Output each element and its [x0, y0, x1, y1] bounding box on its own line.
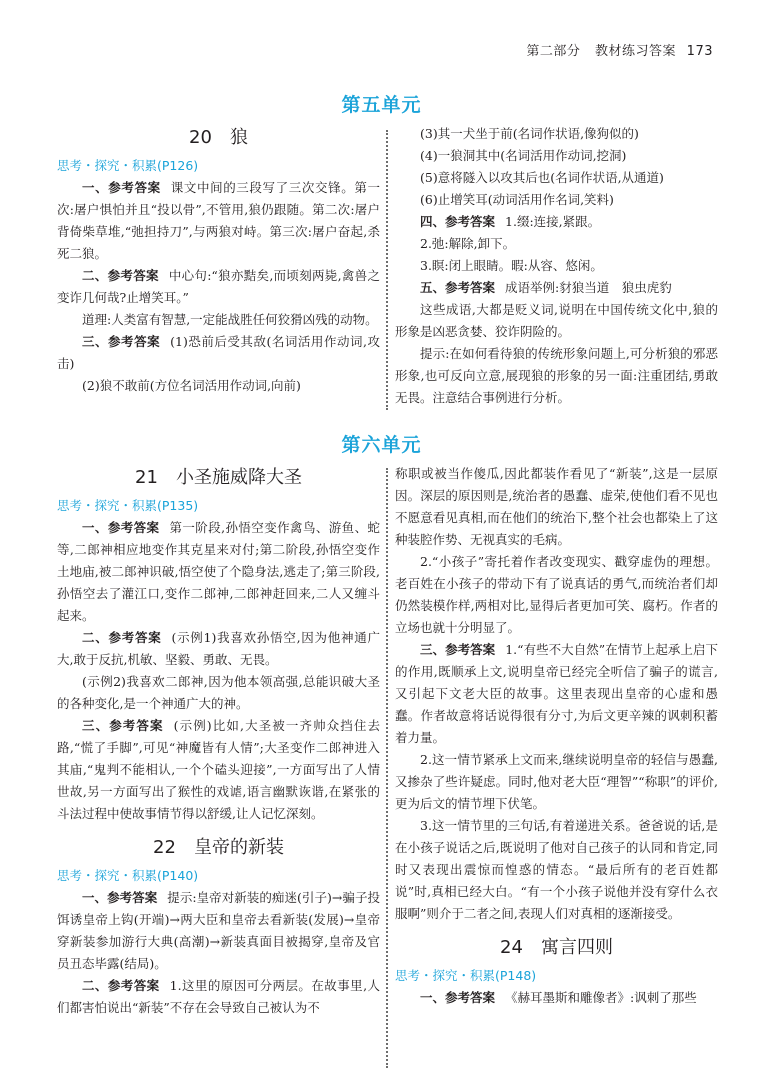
- running-header: [526, 40, 713, 59]
- answer-label: 三、参考答案: [82, 718, 164, 733]
- answer-text: 《赫耳墨斯和雕像者》:讽刺了那些: [505, 990, 697, 1005]
- answer-paragraph: [57, 715, 380, 825]
- answer-paragraph: (3)其一犬坐于前(名词作状语,像狗似的): [420, 126, 639, 141]
- lesson-21-22-left: [57, 463, 380, 1019]
- lesson-name: 寓言四则: [540, 937, 613, 958]
- answer-paragraph: [395, 211, 718, 233]
- answer-label: 二、参考答案: [82, 268, 159, 283]
- answer-paragraph: [57, 331, 380, 375]
- lesson-number: 24: [500, 937, 523, 958]
- answer-paragraph: 这些成语,大都是贬义词,说明在中国传统文化中,狼的形象是凶恶贪婪、狡诈阴险的。: [395, 302, 718, 339]
- answer-paragraph: 称职或被当作傻瓜,因此都装作看见了“新装”,这是一层原因。深层的原因则是,统治者的愚蠢、虚荣,使他们看不见也不愿意看见真相,而在他们的统治下,整个社会也都染上了这种装腔作势、无视真实的毛病。: [395, 466, 718, 547]
- answer-text: 课文中间的三段写了三次交锋。第一次:屠户惧怕并且“投以骨”,不管用,狼仍跟随。第二次:屠户背倚柴草堆,“弛担持刀”,与两狼对峙。第三次:屠户奋起,杀死二狼。: [57, 180, 380, 261]
- answer-paragraph: [57, 975, 380, 1019]
- answer-label: 四、参考答案: [420, 214, 496, 229]
- answer-text: 1.缀:连接,紧跟。: [505, 214, 601, 229]
- answer-paragraph: [57, 177, 380, 265]
- answer-label: 一、参考答案: [420, 990, 496, 1005]
- section-label: 思考・探究・积累(P135): [57, 498, 199, 513]
- section-label: 思考・探究・积累(P148): [395, 968, 537, 983]
- answer-text: (示例1)我喜欢孙悟空,因为他神通广大,敢于反抗,机敏、坚毅、勇敢、无畏。: [57, 630, 380, 667]
- answer-label: 一、参考答案: [82, 180, 161, 195]
- lesson-20-left: [57, 123, 380, 397]
- answer-paragraph: [57, 887, 380, 975]
- unit-title-6: 第六单元: [341, 434, 422, 456]
- column-divider: [386, 130, 388, 410]
- answer-text: (1)恐前后受其敌(名词活用作动词,攻击): [57, 334, 380, 371]
- answer-text: (示例)比如,大圣被一齐帅众挡住去路,“慌了手脚”,可见“神魔皆有人情”;大圣变作二郎神进入其庙,“鬼判不能相认,一个个磕头迎接”,一方面写出了人情世故,另一方面写出了猴性的戏谑,语言幽默诙谐,在紧张的斗法过程中使故事情节得以舒缓,让人记忆深刻。: [57, 718, 380, 821]
- unit-title-5: 第五单元: [341, 94, 422, 116]
- answer-paragraph: 2.“小孩子”寄托着作者改变现实、戳穿虚伪的理想。老百姓在小孩子的带动下有了说真话的勇气,而统治者们却仍然装模作样,两相对比,显得后者更加可笑、腐朽。作者的立场也就十分明显了。: [395, 554, 718, 635]
- section-label: 思考・探究・积累(P126): [57, 158, 199, 173]
- answer-paragraph: 3.这一情节里的三句话,有着递进关系。爸爸说的话,是在小孩子说话之后,既说明了他对自己孩子的认同和肯定,同时又表现出震惊而惶惑的情态。“最后所有的老百姓都说”时,真相已经大白。“有一个小孩子说他并没有穿什么衣服啊”则介于二者之间,表现人们对真相的逐渐接受。: [395, 818, 718, 921]
- answer-paragraph: 提示:在如何看待狼的传统形象问题上,可分析狼的邪恶形象,也可反向立意,展现狼的形象的另一面:注重团结,勇敢无畏。注意结合事例进行分析。: [395, 346, 718, 405]
- lesson-name: 狼: [229, 127, 248, 148]
- lesson-number: 22: [153, 837, 176, 858]
- answer-paragraph: 2.这一情节紧承上文而来,继续说明皇帝的轻信与愚蠢,又掺杂了些许疑虑。同时,他对老大臣“理智”“称职”的评价,更为后文的情节埋下伏笔。: [395, 752, 718, 811]
- lesson-title: [57, 833, 380, 863]
- lesson-name: 皇帝的新装: [193, 837, 284, 858]
- lesson-22-24-right: [395, 463, 718, 1009]
- answer-paragraph: [57, 517, 380, 627]
- page-number: 173: [686, 44, 713, 59]
- answer-paragraph: (6)止增笑耳(动词活用作名词,笑料): [420, 192, 614, 207]
- lesson-20-right: [395, 123, 718, 409]
- answer-label: 二、参考答案: [82, 978, 160, 993]
- answer-text: 成语举例:豺狼当道 狼虫虎豹: [505, 280, 672, 295]
- answer-paragraph: (4)一狼洞其中(名词活用作动词,挖洞): [420, 148, 627, 163]
- answer-text: 第一阶段,孙悟空变作禽鸟、游鱼、蛇等,二郎神相应地变作其克星来对付;第二阶段,孙悟空变作土地庙,被二郎神识破,悟空使了个隐身法,逃走了;第三阶段,孙悟空去了灌江口,变作二郎神,二郎神赶回来,二人又缠斗起来。: [57, 520, 380, 623]
- answer-paragraph: [57, 627, 380, 671]
- answer-paragraph: (5)意将隧入以攻其后也(名词作状语,从通道): [420, 170, 664, 185]
- section-label: 思考・探究・积累(P140): [57, 868, 199, 883]
- column-divider: [386, 468, 388, 1068]
- answer-paragraph: (示例2)我喜欢二郎神,因为他本领高强,总能识破大圣的各种变化,是一个神通广大的神。: [57, 674, 380, 711]
- answer-paragraph: [395, 639, 718, 749]
- answer-text: 提示:皇帝对新装的痴迷(引子)→骗子投饵诱皇帝上钩(开端)→两大臣和皇帝去看新装(发展)→皇帝穿新装参加游行大典(高潮)→新装真面目被揭穿,皇帝及官员丑态毕露(结局)。: [57, 890, 380, 971]
- answer-paragraph: [395, 277, 718, 299]
- answer-text: 中心句:“狼亦黠矣,而顷刻两毙,禽兽之变诈几何哉?止增笑耳。”: [57, 268, 380, 305]
- answer-label: 五、参考答案: [420, 280, 496, 295]
- answer-text: 1.这里的原因可分两层。在故事里,人们都害怕说出“新装”不存在会导致自己被认为不: [57, 978, 380, 1015]
- answer-paragraph: 2.弛:解除,卸下。: [420, 236, 516, 251]
- lesson-name: 小圣施威降大圣: [175, 467, 302, 488]
- answer-paragraph: 道理:人类富有智慧,一定能战胜任何狡猾凶残的动物。: [82, 312, 378, 327]
- answer-label: 一、参考答案: [82, 890, 158, 905]
- header-section: 教材练习答案: [595, 44, 677, 59]
- answer-label: 三、参考答案: [82, 334, 161, 349]
- answer-paragraph: [395, 987, 718, 1009]
- lesson-title: [57, 123, 380, 153]
- answer-label: 二、参考答案: [82, 630, 162, 645]
- answer-paragraph: 3.瞑:闭上眼睛。暇:从容、悠闲。: [420, 258, 603, 273]
- answer-label: 三、参考答案: [420, 642, 496, 657]
- lesson-number: 20: [189, 127, 212, 148]
- answer-text: 1.“有些不大自然”在情节上起承上启下的作用,既顺承上文,说明皇帝已经完全听信了骗子的谎言,又引起下文老大臣的故事。这里表现出皇帝的心虚和愚蠢。作者故意将话说得很有分寸,为后文更辛辣的讽刺积蓄着力量。: [395, 642, 718, 745]
- lesson-title: [57, 463, 380, 493]
- answer-paragraph: [57, 265, 380, 309]
- answer-label: 一、参考答案: [82, 520, 160, 535]
- lesson-number: 21: [135, 467, 158, 488]
- answer-paragraph: (2)狼不敢前(方位名词活用作动词,向前): [82, 378, 301, 393]
- lesson-title: [395, 933, 718, 963]
- header-part: 第二部分: [526, 44, 581, 59]
